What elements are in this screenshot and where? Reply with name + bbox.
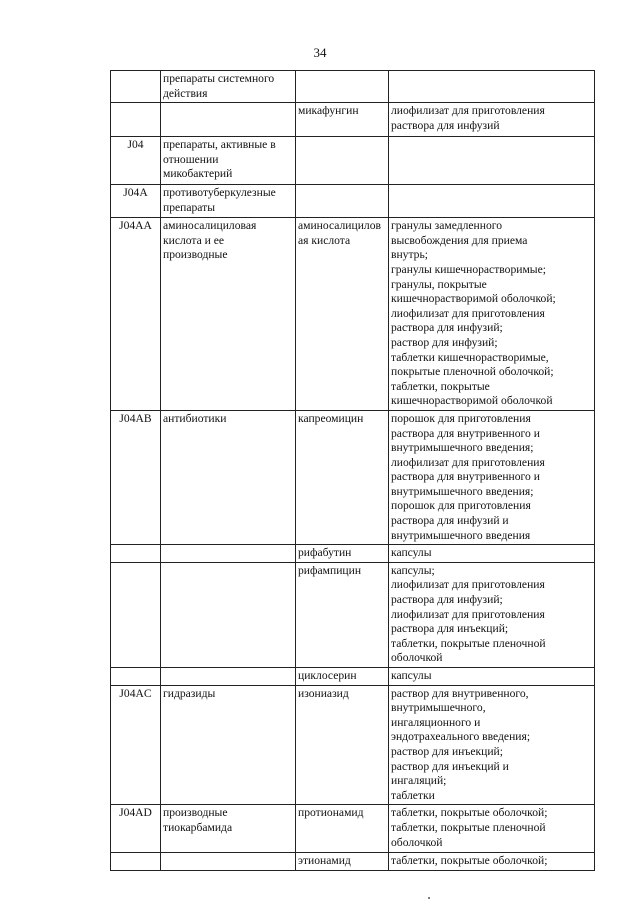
group-cell: препараты, активные в отношении микобактерий: [161, 137, 296, 185]
table-row: [111, 545, 595, 563]
dosage-form-cell: капсулы; лиофилизат для приготовления раствора для инфузий; лиофилизат для приготовления раствора для инъекций; таблетки, покрытые пленочной оболочкой: [389, 562, 595, 667]
page-number: 34: [313, 45, 327, 60]
atc-code-cell: [111, 853, 161, 871]
table-row: [111, 185, 595, 218]
drug-cell: [296, 71, 389, 103]
drug-cell: циклосерин: [296, 668, 389, 686]
atc-code-cell: J04A: [111, 185, 161, 218]
drug-cell: этионамид: [296, 853, 389, 871]
group-cell: препараты системного действия: [161, 71, 296, 103]
dosage-form-cell: [389, 185, 595, 218]
atc-code-cell: [111, 545, 161, 563]
table-row: [111, 103, 595, 137]
atc-code-cell: J04AB: [111, 410, 161, 544]
group-cell: [161, 668, 296, 686]
drug-cell: изониазид: [296, 685, 389, 805]
group-cell: [161, 562, 296, 667]
drug-cell: аминосалицилов ая кислота: [296, 218, 389, 411]
group-cell: аминосалициловая кислота и ее производные: [161, 218, 296, 411]
dosage-form-cell: [389, 137, 595, 185]
dosage-form-cell: лиофилизат для приготовления раствора для инфузий: [389, 103, 595, 137]
group-cell: [161, 853, 296, 871]
atc-code-cell: [111, 103, 161, 137]
group-cell: производные тиокарбамида: [161, 805, 296, 853]
atc-code-cell: J04AA: [111, 218, 161, 411]
group-cell: [161, 545, 296, 563]
drug-cell: микафунгин: [296, 103, 389, 137]
dosage-form-cell: порошок для приготовления раствора для внутривенного и внутримышечного введения; лиофилизат для приготовления раствора для внутривенного и внутримышечного введения; порошок для приготовления раствора для инфузий и внутримышечного введения: [389, 410, 595, 544]
table-row: [111, 685, 595, 805]
dosage-form-cell: раствор для внутривенного, внутримышечного, ингаляционного и эндотрахеального введения; раствор для инъекций; раствор для инъекций и ингаляций; таблетки: [389, 685, 595, 805]
dosage-form-cell: капсулы: [389, 668, 595, 686]
atc-code-cell: J04AC: [111, 685, 161, 805]
group-cell: гидразиды: [161, 685, 296, 805]
group-cell: противотуберкулезные препараты: [161, 185, 296, 218]
drug-cell: рифампицин: [296, 562, 389, 667]
drug-cell: рифабутин: [296, 545, 389, 563]
atc-code-cell: J04AD: [111, 805, 161, 853]
drug-cell: [296, 137, 389, 185]
table-row: [111, 410, 595, 544]
table-row: [111, 853, 595, 871]
scan-speck: [428, 897, 430, 899]
drug-cell: капреомицин: [296, 410, 389, 544]
dosage-form-cell: гранулы замедленного высвобождения для приема внутрь; гранулы кишечнорастворимые; гранулы, покрытые кишечнорастворимой оболочкой; лиофилизат для приготовления раствора для инфузий; раствор для инфузий; таблетки кишечнорастворимые, покрытые пленочной оболочкой; таблетки, покрытые кишечнорастворимой оболочкой: [389, 218, 595, 411]
group-cell: [161, 103, 296, 137]
drug-cell: [296, 185, 389, 218]
table-row: [111, 562, 595, 667]
dosage-form-cell: таблетки, покрытые оболочкой; таблетки, покрытые пленочной оболочкой: [389, 805, 595, 853]
drug-cell: протионамид: [296, 805, 389, 853]
drug-table-body: [111, 71, 595, 871]
drug-table: [110, 70, 595, 871]
atc-code-cell: [111, 71, 161, 103]
dosage-form-cell: [389, 71, 595, 103]
group-cell: антибиотики: [161, 410, 296, 544]
dosage-form-cell: таблетки, покрытые оболочкой;: [389, 853, 595, 871]
atc-code-cell: J04: [111, 137, 161, 185]
table-row: [111, 137, 595, 185]
atc-code-cell: [111, 668, 161, 686]
atc-code-cell: [111, 562, 161, 667]
table-row: [111, 71, 595, 103]
table-row: [111, 668, 595, 686]
table-row: [111, 805, 595, 853]
dosage-form-cell: капсулы: [389, 545, 595, 563]
table-row: [111, 218, 595, 411]
